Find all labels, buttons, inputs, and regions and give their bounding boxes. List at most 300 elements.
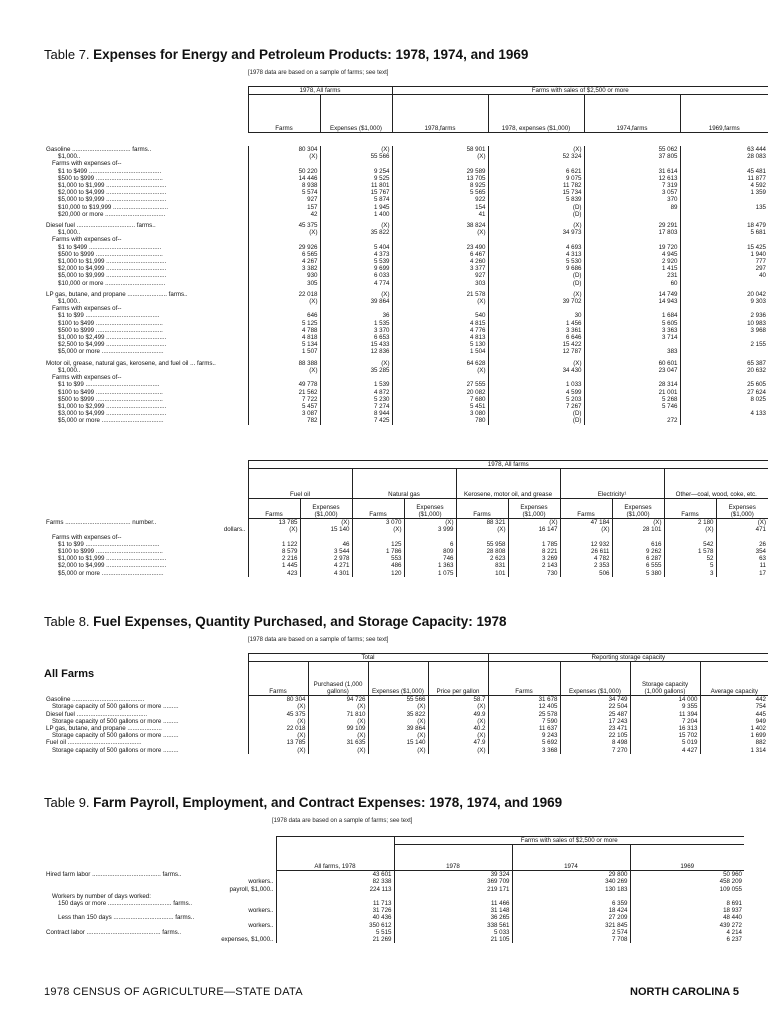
table-cell: 3 377 <box>392 265 488 272</box>
table-cell: 47.9 <box>428 739 488 746</box>
table-cell: 49 778 <box>248 381 320 388</box>
row-label: Farms with expenses of-- <box>52 305 122 313</box>
table-cell: 45 375 <box>248 222 320 229</box>
table-cell: (D) <box>488 204 584 211</box>
table8-number: Table 8. <box>44 614 90 629</box>
table-cell <box>248 160 320 167</box>
table-cell: 4 214 <box>630 929 744 936</box>
table-cell: 15 425 <box>680 244 768 251</box>
table-cell: 94 726 <box>308 696 368 704</box>
table-cell: 2 353 <box>560 562 612 569</box>
table-cell: 4 872 <box>320 389 392 396</box>
table-cell: (X) <box>248 703 308 710</box>
table-cell: 12 613 <box>584 175 680 182</box>
table-cell: 15 734 <box>488 189 584 196</box>
table-cell: 6 359 <box>512 900 630 907</box>
table-row <box>44 878 744 885</box>
table-cell: (X) <box>248 747 308 754</box>
table-cell: 3 070 <box>352 519 404 527</box>
table-cell <box>320 236 392 243</box>
row-label: $500 to $999 ....................................... <box>58 174 163 182</box>
table-row <box>44 182 768 189</box>
table-cell: (X) <box>488 146 584 153</box>
table-cell <box>320 160 392 167</box>
table-cell: 4 301 <box>300 570 352 577</box>
table-row <box>44 570 768 577</box>
table-cell: 28 314 <box>584 381 680 388</box>
table-cell: 14 943 <box>584 298 680 305</box>
table-row <box>44 251 768 258</box>
table-cell: 13 705 <box>392 175 488 182</box>
table-cell: 350 612 <box>276 922 394 929</box>
table-cell: 31 635 <box>308 739 368 746</box>
table-cell: 5 134 <box>248 341 320 348</box>
table-cell: 423 <box>248 570 300 577</box>
table-cell: 89 <box>584 204 680 211</box>
table-cell: 2 574 <box>512 929 630 936</box>
table-cell <box>680 196 768 203</box>
table7-header <box>44 86 768 133</box>
table-row <box>44 327 768 334</box>
table-cell: 23 047 <box>584 367 680 374</box>
header-expenses: Expenses ($1,000) <box>404 499 456 519</box>
table-cell: 10 983 <box>680 320 768 327</box>
header-1974-farms: 1974,farms <box>584 95 680 133</box>
row-label: Fuel oil ........................................... <box>46 739 142 747</box>
table-row <box>44 189 768 196</box>
row-label: $1 to $499 .......................................... <box>58 167 162 175</box>
table-cell: 4 815 <box>392 320 488 327</box>
table-cell <box>488 160 584 167</box>
table-row <box>44 360 768 367</box>
table-cell: 1 578 <box>664 548 716 555</box>
table-row <box>44 265 768 272</box>
table-cell: 5 451 <box>392 403 488 410</box>
table-cell <box>680 348 768 355</box>
table-cell <box>612 534 664 541</box>
table-cell: 930 <box>248 272 320 279</box>
table-cell: 338 561 <box>394 922 512 929</box>
year-header: 1969 <box>630 845 744 871</box>
table-row <box>44 541 768 548</box>
table8-heading: Fuel Expenses, Quantity Purchased, and Storage Capacity: 1978 <box>93 614 507 629</box>
column-header: Price per gallon <box>428 662 488 696</box>
table-cell: 35 822 <box>320 229 392 236</box>
table-cell: 809 <box>404 548 456 555</box>
table-row <box>44 914 744 921</box>
table-cell <box>584 374 680 381</box>
table-cell: 9 254 <box>320 168 392 175</box>
table-cell: 13 785 <box>248 739 308 746</box>
table-cell: 88 388 <box>248 360 320 367</box>
table-cell: 6 287 <box>612 555 664 562</box>
table-cell: (X) <box>368 732 428 739</box>
header-farms: Farms <box>248 499 300 519</box>
table-cell: 6 653 <box>320 334 392 341</box>
table-cell: 31 726 <box>276 907 394 914</box>
table-cell: 60 <box>584 280 680 287</box>
header-farms: Farms <box>560 499 612 519</box>
table-cell: 50 960 <box>630 871 744 879</box>
table-cell: 542 <box>664 541 716 548</box>
table-cell: 1 535 <box>320 320 392 327</box>
table-cell: 26 611 <box>560 548 612 555</box>
table-cell: 616 <box>612 541 664 548</box>
table-cell: 340 269 <box>512 878 630 885</box>
table-cell: 28 808 <box>456 548 508 555</box>
table-cell: 6 033 <box>320 272 392 279</box>
table-cell: 17 243 <box>560 718 630 725</box>
table-cell: (X) <box>368 718 428 725</box>
table-cell: 8 221 <box>508 548 560 555</box>
table-row <box>44 305 768 312</box>
table-cell: 7 267 <box>488 403 584 410</box>
table-cell: (X) <box>428 703 488 710</box>
table-cell <box>584 410 680 417</box>
row-label: Farms with expenses of-- <box>52 236 122 244</box>
table-cell: 36 <box>320 312 392 319</box>
table-row <box>44 886 744 893</box>
table-cell: (X) <box>392 367 488 374</box>
table-cell: 8 944 <box>320 410 392 417</box>
row-label: $2,000 to $4,999 ................................... <box>58 265 167 273</box>
row-label: $1 to $99 ........................................... <box>58 312 160 320</box>
table-cell: 5 380 <box>612 570 664 577</box>
t9-header-all-farms: All farms, 1978 <box>276 837 394 871</box>
table-row <box>44 280 768 287</box>
table-cell: 50 220 <box>248 168 320 175</box>
header-sales-2500: Farms with sales of $2,500 or more <box>392 87 768 95</box>
table-cell <box>680 403 768 410</box>
row-label: $2,000 to $4,999 ................................... <box>58 562 167 570</box>
table-cell: 52 324 <box>488 153 584 160</box>
table-row <box>44 519 768 527</box>
table-cell: 135 <box>680 204 768 211</box>
table-cell: 5 203 <box>488 396 584 403</box>
header-expenses: Expenses ($1,000) <box>320 95 392 133</box>
table7-part2-header <box>44 460 768 577</box>
table-cell: 4 427 <box>630 747 700 754</box>
table-cell: 5 539 <box>320 258 392 265</box>
table-cell: 442 <box>700 696 768 704</box>
table-cell: 5 268 <box>584 396 680 403</box>
table-cell: 5 033 <box>394 929 512 936</box>
row-label: $5,000 or more .................................... <box>58 348 164 356</box>
table-cell: 80 304 <box>248 696 308 704</box>
table-row <box>44 396 768 403</box>
table-cell <box>248 236 320 243</box>
table-cell: (X) <box>404 519 456 527</box>
row-label: Farms with expenses of-- <box>52 160 122 168</box>
table-cell: (D) <box>488 272 584 279</box>
table-cell: (X) <box>428 718 488 725</box>
header-1978-farms: 1978,farms <box>392 95 488 133</box>
table-cell: 21 105 <box>394 936 512 943</box>
row-label: $1,000.. <box>58 229 81 237</box>
table-cell: 1 945 <box>320 204 392 211</box>
footer-state-page: NORTH CAROLINA 5 <box>630 986 739 998</box>
table-cell: (D) <box>488 417 584 424</box>
table-cell: 782 <box>248 417 320 424</box>
table-cell: (D) <box>488 410 584 417</box>
table-cell: (X) <box>368 747 428 754</box>
table-cell <box>664 534 716 541</box>
table-cell: 17 803 <box>584 229 680 236</box>
table-cell: 3 544 <box>300 548 352 555</box>
table-row <box>44 258 768 265</box>
table-cell: 1 786 <box>352 548 404 555</box>
table-cell: 1 456 <box>488 320 584 327</box>
table-cell: 55 566 <box>368 696 428 704</box>
table-cell: 7 204 <box>630 718 700 725</box>
table-cell: 49.9 <box>428 711 488 718</box>
table-cell <box>680 305 768 312</box>
table-cell: 18 479 <box>680 222 768 229</box>
table-cell: 3 968 <box>680 327 768 334</box>
table-row <box>44 389 768 396</box>
row-label: Farms with expenses of-- <box>52 374 122 382</box>
table9-heading: Farm Payroll, Employment, and Contract Expenses: 1978, 1974, and 1969 <box>93 795 563 810</box>
row-label: $1,000 to $1,999 ................................... <box>58 555 167 563</box>
row-label: Diesel fuel ......................................... <box>46 710 148 718</box>
table-cell: 9 243 <box>488 732 560 739</box>
table-cell <box>560 534 612 541</box>
table-cell: 27 555 <box>392 381 488 388</box>
table-cell: 3 370 <box>320 327 392 334</box>
table-row <box>44 747 768 754</box>
row-label: $1,000.. <box>58 298 81 306</box>
table-cell: 1 539 <box>320 381 392 388</box>
table-cell: 31 614 <box>584 168 680 175</box>
header-1978-expenses: 1978, expenses ($1,000) <box>488 95 584 133</box>
table8-title <box>44 614 507 629</box>
table-cell: 777 <box>680 258 768 265</box>
table-cell: 1 699 <box>700 732 768 739</box>
row-label: Hired farm labor ........................................ farms.. <box>46 870 182 878</box>
table-cell: 39 864 <box>320 298 392 305</box>
table-row <box>44 298 768 305</box>
row-label: $500 to $999 ....................................... <box>58 250 163 258</box>
table7-title <box>44 47 528 62</box>
table8-note: [1978 data are based on a sample of farms; see text] <box>248 637 389 643</box>
table-cell: 60 601 <box>584 360 680 367</box>
table-cell: 29 291 <box>584 222 680 229</box>
row-label: $5,000 to $9,999 ................................... <box>58 196 167 204</box>
table-cell: 80 304 <box>248 146 320 153</box>
table-cell: 5 565 <box>392 189 488 196</box>
table-cell <box>508 534 560 541</box>
table-cell: 22 018 <box>248 725 308 732</box>
table-cell: 7 708 <box>512 936 630 943</box>
table9 <box>44 836 744 943</box>
table-cell: 11 637 <box>488 725 560 732</box>
table-cell <box>248 305 320 312</box>
column-header: Storage capacity (1,000 gallons) <box>630 662 700 696</box>
table-cell: 14 749 <box>584 291 680 298</box>
table-cell: 1 400 <box>320 211 392 218</box>
header-1978-all: 1978, All farms <box>248 87 392 95</box>
table-cell: 9 262 <box>612 548 664 555</box>
table-row <box>44 320 768 327</box>
table-row <box>44 291 768 298</box>
table-cell: 4 271 <box>300 562 352 569</box>
table-cell: 5 515 <box>276 929 394 936</box>
column-header: Expenses ($1,000) <box>368 662 428 696</box>
table-cell: 4 774 <box>320 280 392 287</box>
table-cell: 18 937 <box>630 907 744 914</box>
table-cell: 4 693 <box>488 244 584 251</box>
table-cell <box>680 280 768 287</box>
table-cell: 8 498 <box>560 739 630 746</box>
row-label: Storage capacity of 500 gallons or more ......... <box>52 717 179 725</box>
table-row <box>44 696 768 704</box>
table-cell: 39 324 <box>394 871 512 879</box>
table-cell: 3 087 <box>248 410 320 417</box>
table-cell: 927 <box>392 272 488 279</box>
row-label: Gasoline .......................................... <box>46 695 145 703</box>
table-cell: 8 925 <box>392 182 488 189</box>
table-row <box>44 229 768 236</box>
table-cell: 1 684 <box>584 312 680 319</box>
row-label: $5,000 or more .................................... <box>58 569 164 577</box>
table-row <box>44 410 768 417</box>
table-cell: 63 444 <box>680 146 768 153</box>
table-cell <box>392 160 488 167</box>
table-cell: 13 785 <box>248 519 300 527</box>
group-header: Other—coal, wood, coke, etc. <box>664 469 768 499</box>
table9-note: [1978 data are based on a sample of farms; see text] <box>272 818 413 824</box>
table-cell <box>584 160 680 167</box>
table-cell: 9 355 <box>630 703 700 710</box>
table-cell: 58.7 <box>428 696 488 704</box>
table-cell: 22 504 <box>560 703 630 710</box>
table-cell: 38 824 <box>392 222 488 229</box>
table-cell: 1 445 <box>248 562 300 569</box>
table-cell: (X) <box>560 526 612 533</box>
row-label: $500 to $999 ....................................... <box>58 395 163 403</box>
table-cell: 7 319 <box>584 182 680 189</box>
row-label: $1,000.. <box>58 366 81 374</box>
table-cell <box>352 534 404 541</box>
table-cell <box>488 236 584 243</box>
row-label: $100 to $499 ....................................... <box>58 388 163 396</box>
table-cell: 18 424 <box>512 907 630 914</box>
table-cell <box>320 305 392 312</box>
header-expenses: Expenses ($1,000) <box>300 499 352 519</box>
table-cell: 30 <box>488 312 584 319</box>
table-cell: 9 075 <box>488 175 584 182</box>
table-cell: (X) <box>716 519 768 527</box>
table-cell: 11 466 <box>394 900 512 907</box>
table-cell: 780 <box>392 417 488 424</box>
table-cell <box>680 417 768 424</box>
table-row <box>44 175 768 182</box>
table-cell: 6 237 <box>630 936 744 943</box>
column-header: Average capacity <box>700 662 768 696</box>
table-cell: 58 901 <box>392 146 488 153</box>
table-cell: 22 105 <box>560 732 630 739</box>
table-cell: 37 805 <box>584 153 680 160</box>
table-cell: (X) <box>508 519 560 527</box>
table-row <box>44 341 768 348</box>
table-cell: 20 082 <box>392 389 488 396</box>
table-row <box>44 718 768 725</box>
row-label: workers.. <box>248 878 274 886</box>
table-cell: (X) <box>392 298 488 305</box>
table-cell: 52 <box>664 555 716 562</box>
row-label: $2,000 to $4,999 ................................... <box>58 189 167 197</box>
table-cell <box>456 534 508 541</box>
table-cell: 5 230 <box>320 396 392 403</box>
table-cell: 7 270 <box>560 747 630 754</box>
table-cell: (X) <box>248 298 320 305</box>
row-label: $100 to $999 ....................................... <box>58 548 163 556</box>
table-cell: 1 363 <box>404 562 456 569</box>
table-cell: 4 260 <box>392 258 488 265</box>
table-cell: 34 430 <box>488 367 584 374</box>
header-farms: Farms <box>664 499 716 519</box>
table-cell: 14 000 <box>630 696 700 704</box>
row-label: $3,000 to $4,999 ................................... <box>58 410 167 418</box>
table-cell: 29 589 <box>392 168 488 175</box>
table-cell: 55 566 <box>320 153 392 160</box>
table-cell: 11 394 <box>630 711 700 718</box>
table-cell: 8 938 <box>248 182 320 189</box>
table-cell: 15 422 <box>488 341 584 348</box>
table-cell: 445 <box>700 711 768 718</box>
table-cell: 754 <box>700 703 768 710</box>
table-cell: 43 601 <box>276 871 394 879</box>
table-cell: (X) <box>488 222 584 229</box>
all-farms-label: All Farms <box>44 668 95 680</box>
table-cell: 14 446 <box>248 175 320 182</box>
table-cell: 27 624 <box>680 389 768 396</box>
table-cell: 22 018 <box>248 291 320 298</box>
table-cell: 5 457 <box>248 403 320 410</box>
table-cell: (X) <box>320 146 392 153</box>
table-cell: 40.2 <box>428 725 488 732</box>
table-cell: 3 057 <box>584 189 680 196</box>
row-label: $10,000 to $19,999 ................................ <box>58 203 169 211</box>
table-row <box>44 348 768 355</box>
row-label: $10,000 or more ................................... <box>58 279 166 287</box>
table-cell: (X) <box>320 360 392 367</box>
table-cell: 6 621 <box>488 168 584 175</box>
row-label: Motor oil, grease, natural gas, kerosene, and fuel oil ... farms.. <box>46 359 216 367</box>
table-cell: 29 800 <box>512 871 630 879</box>
table-cell: 40 436 <box>276 914 394 921</box>
table-cell: 101 <box>456 570 508 577</box>
table-cell <box>680 374 768 381</box>
table-cell: 23 471 <box>560 725 630 732</box>
table-cell: 5 746 <box>584 403 680 410</box>
table-row <box>44 922 744 929</box>
row-label: expenses, $1,000.. <box>221 936 274 944</box>
table-cell: 2 623 <box>456 555 508 562</box>
header-expenses: Expenses ($1,000) <box>716 499 768 519</box>
table-cell: 35 822 <box>368 711 428 718</box>
table-cell: (X) <box>248 718 308 725</box>
table-cell: 5 130 <box>392 341 488 348</box>
footer-census-title: 1978 CENSUS OF AGRICULTURE—STATE DATA <box>44 986 303 998</box>
table-cell: 9 525 <box>320 175 392 182</box>
table-cell: 42 <box>248 211 320 218</box>
header-expenses: Expenses ($1,000) <box>508 499 560 519</box>
row-label: $1 to $99 ........................................... <box>58 540 160 548</box>
table-cell: 88 321 <box>456 519 508 527</box>
table-cell: 25 487 <box>560 711 630 718</box>
table-row <box>44 381 768 388</box>
